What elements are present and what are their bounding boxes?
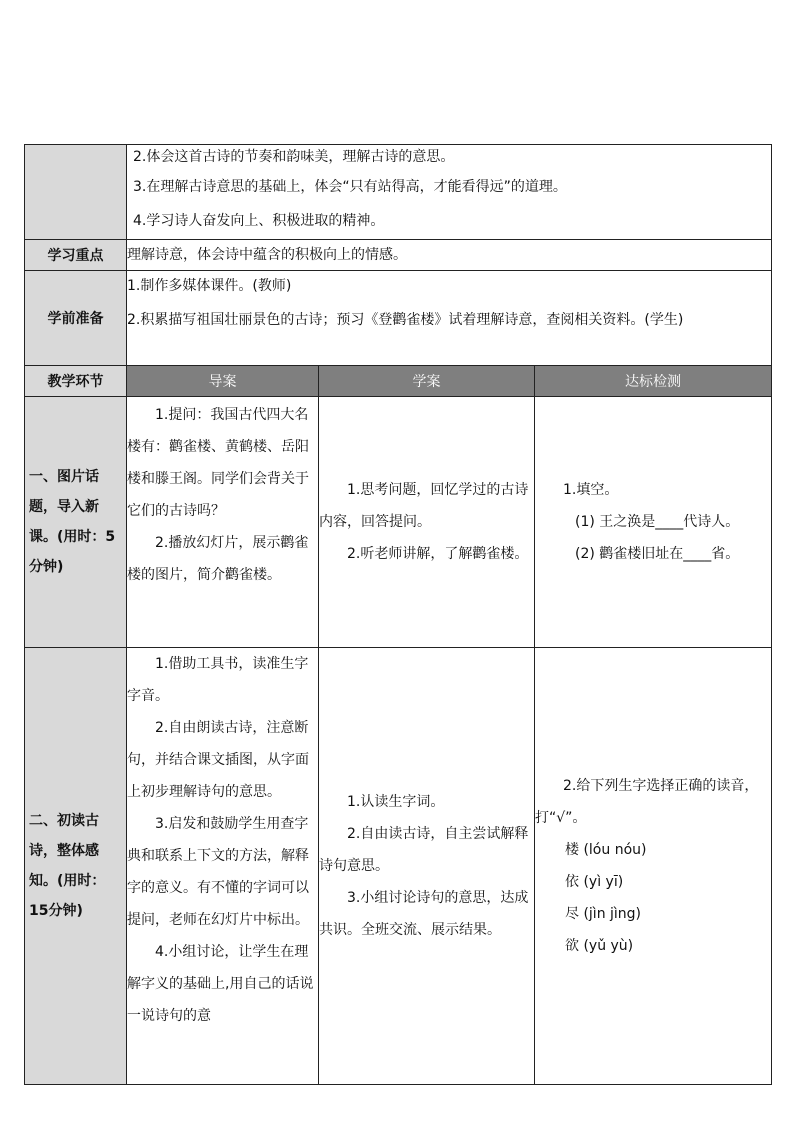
prep-label: 学前准备 — [25, 271, 127, 366]
check-cell — [535, 648, 772, 1085]
check-item: (2) 鹳雀楼旧址在____省。 — [575, 546, 740, 562]
objectives-row — [25, 145, 772, 240]
check-item: (1) 王之涣是____代诗人。 — [575, 514, 740, 530]
focus-text: 理解诗意，体会诗中蕴含的积极向上的情感。 — [127, 240, 772, 271]
check-cell — [535, 397, 772, 648]
xuean-item: 1.思考问题，回忆学过的古诗内容，回答提问。 — [319, 482, 529, 530]
prep-item: 1.制作多媒体课件。(教师) — [127, 278, 292, 294]
xuean-item: 1.认读生字词。 — [347, 794, 445, 810]
check-item: 1.填空。 — [563, 482, 619, 498]
daoan-cell — [127, 648, 319, 1085]
objective-item: 4.学习诗人奋发向上、积极进取的精神。 — [133, 213, 385, 229]
daoan-item: 2.自由朗读古诗，注意断句，并结合课文插图，从字面上初步理解诗句的意思。 — [127, 720, 309, 800]
section-row — [25, 648, 772, 1085]
prep-item: 2.积累描写祖国壮丽景色的古诗；预习《登鹳雀楼》试着理解诗意，查阅相关资料。(学生) — [127, 312, 684, 328]
header-xuean: 学案 — [319, 366, 535, 397]
section-title: 一、图片话题，导入新课。(用时：5分钟) — [25, 397, 127, 648]
xuean-item: 2.听老师讲解，了解鹳雀楼。 — [347, 546, 529, 562]
section-row — [25, 397, 772, 648]
xuean-cell — [319, 648, 535, 1085]
prep-cell — [127, 271, 772, 366]
objectives-cell — [127, 145, 772, 240]
check-item: 欲 (yǔ yù) — [565, 938, 634, 954]
header-stage: 教学环节 — [25, 366, 127, 397]
xuean-item: 2.自由读古诗，自主尝试解释诗句意思。 — [319, 826, 529, 874]
xuean-cell — [319, 397, 535, 648]
daoan-item: 1.提问：我国古代四大名楼有：鹳雀楼、黄鹤楼、岳阳楼和滕王阁。同学们会背关于它们的古诗吗？ — [127, 407, 309, 519]
xuean-item: 3.小组讨论诗句的意思，达成共识。全班交流、展示结果。 — [319, 890, 529, 938]
prep-row — [25, 271, 772, 366]
header-row — [25, 366, 772, 397]
header-daoan: 导案 — [127, 366, 319, 397]
objective-item: 2.体会这首古诗的节奏和韵味美，理解古诗的意思。 — [133, 149, 455, 165]
section-title: 二、初读古诗，整体感知。(用时：15分钟) — [25, 648, 127, 1085]
daoan-item: 3.启发和鼓励学生用查字典和联系上下文的方法，解释字的意义。有不懂的字词可以提问，老师在幻灯片中标出。 — [127, 816, 309, 928]
daoan-item: 4.小组讨论，让学生在理解字义的基础上,用自己的话说一说诗句的意 — [127, 944, 314, 1024]
objective-item: 3.在理解古诗意思的基础上，体会“只有站得高，才能看得远”的道理。 — [133, 179, 567, 195]
daoan-item: 2.播放幻灯片，展示鹳雀楼的图片，简介鹳雀楼。 — [127, 535, 309, 583]
focus-row — [25, 240, 772, 271]
check-item: 2.给下列生字选择正确的读音，打“√”。 — [535, 778, 759, 826]
daoan-item: 1.借助工具书，读准生字字音。 — [127, 656, 309, 704]
check-item: 尽 (jìn jìng) — [565, 906, 642, 922]
header-check: 达标检测 — [535, 366, 772, 397]
lesson-plan-table — [24, 144, 772, 1085]
check-item: 依 (yì yī) — [565, 874, 624, 890]
objectives-label-cell — [25, 145, 127, 240]
check-item: 楼 (lóu nóu) — [565, 842, 647, 858]
focus-label: 学习重点 — [25, 240, 127, 271]
daoan-cell — [127, 397, 319, 648]
